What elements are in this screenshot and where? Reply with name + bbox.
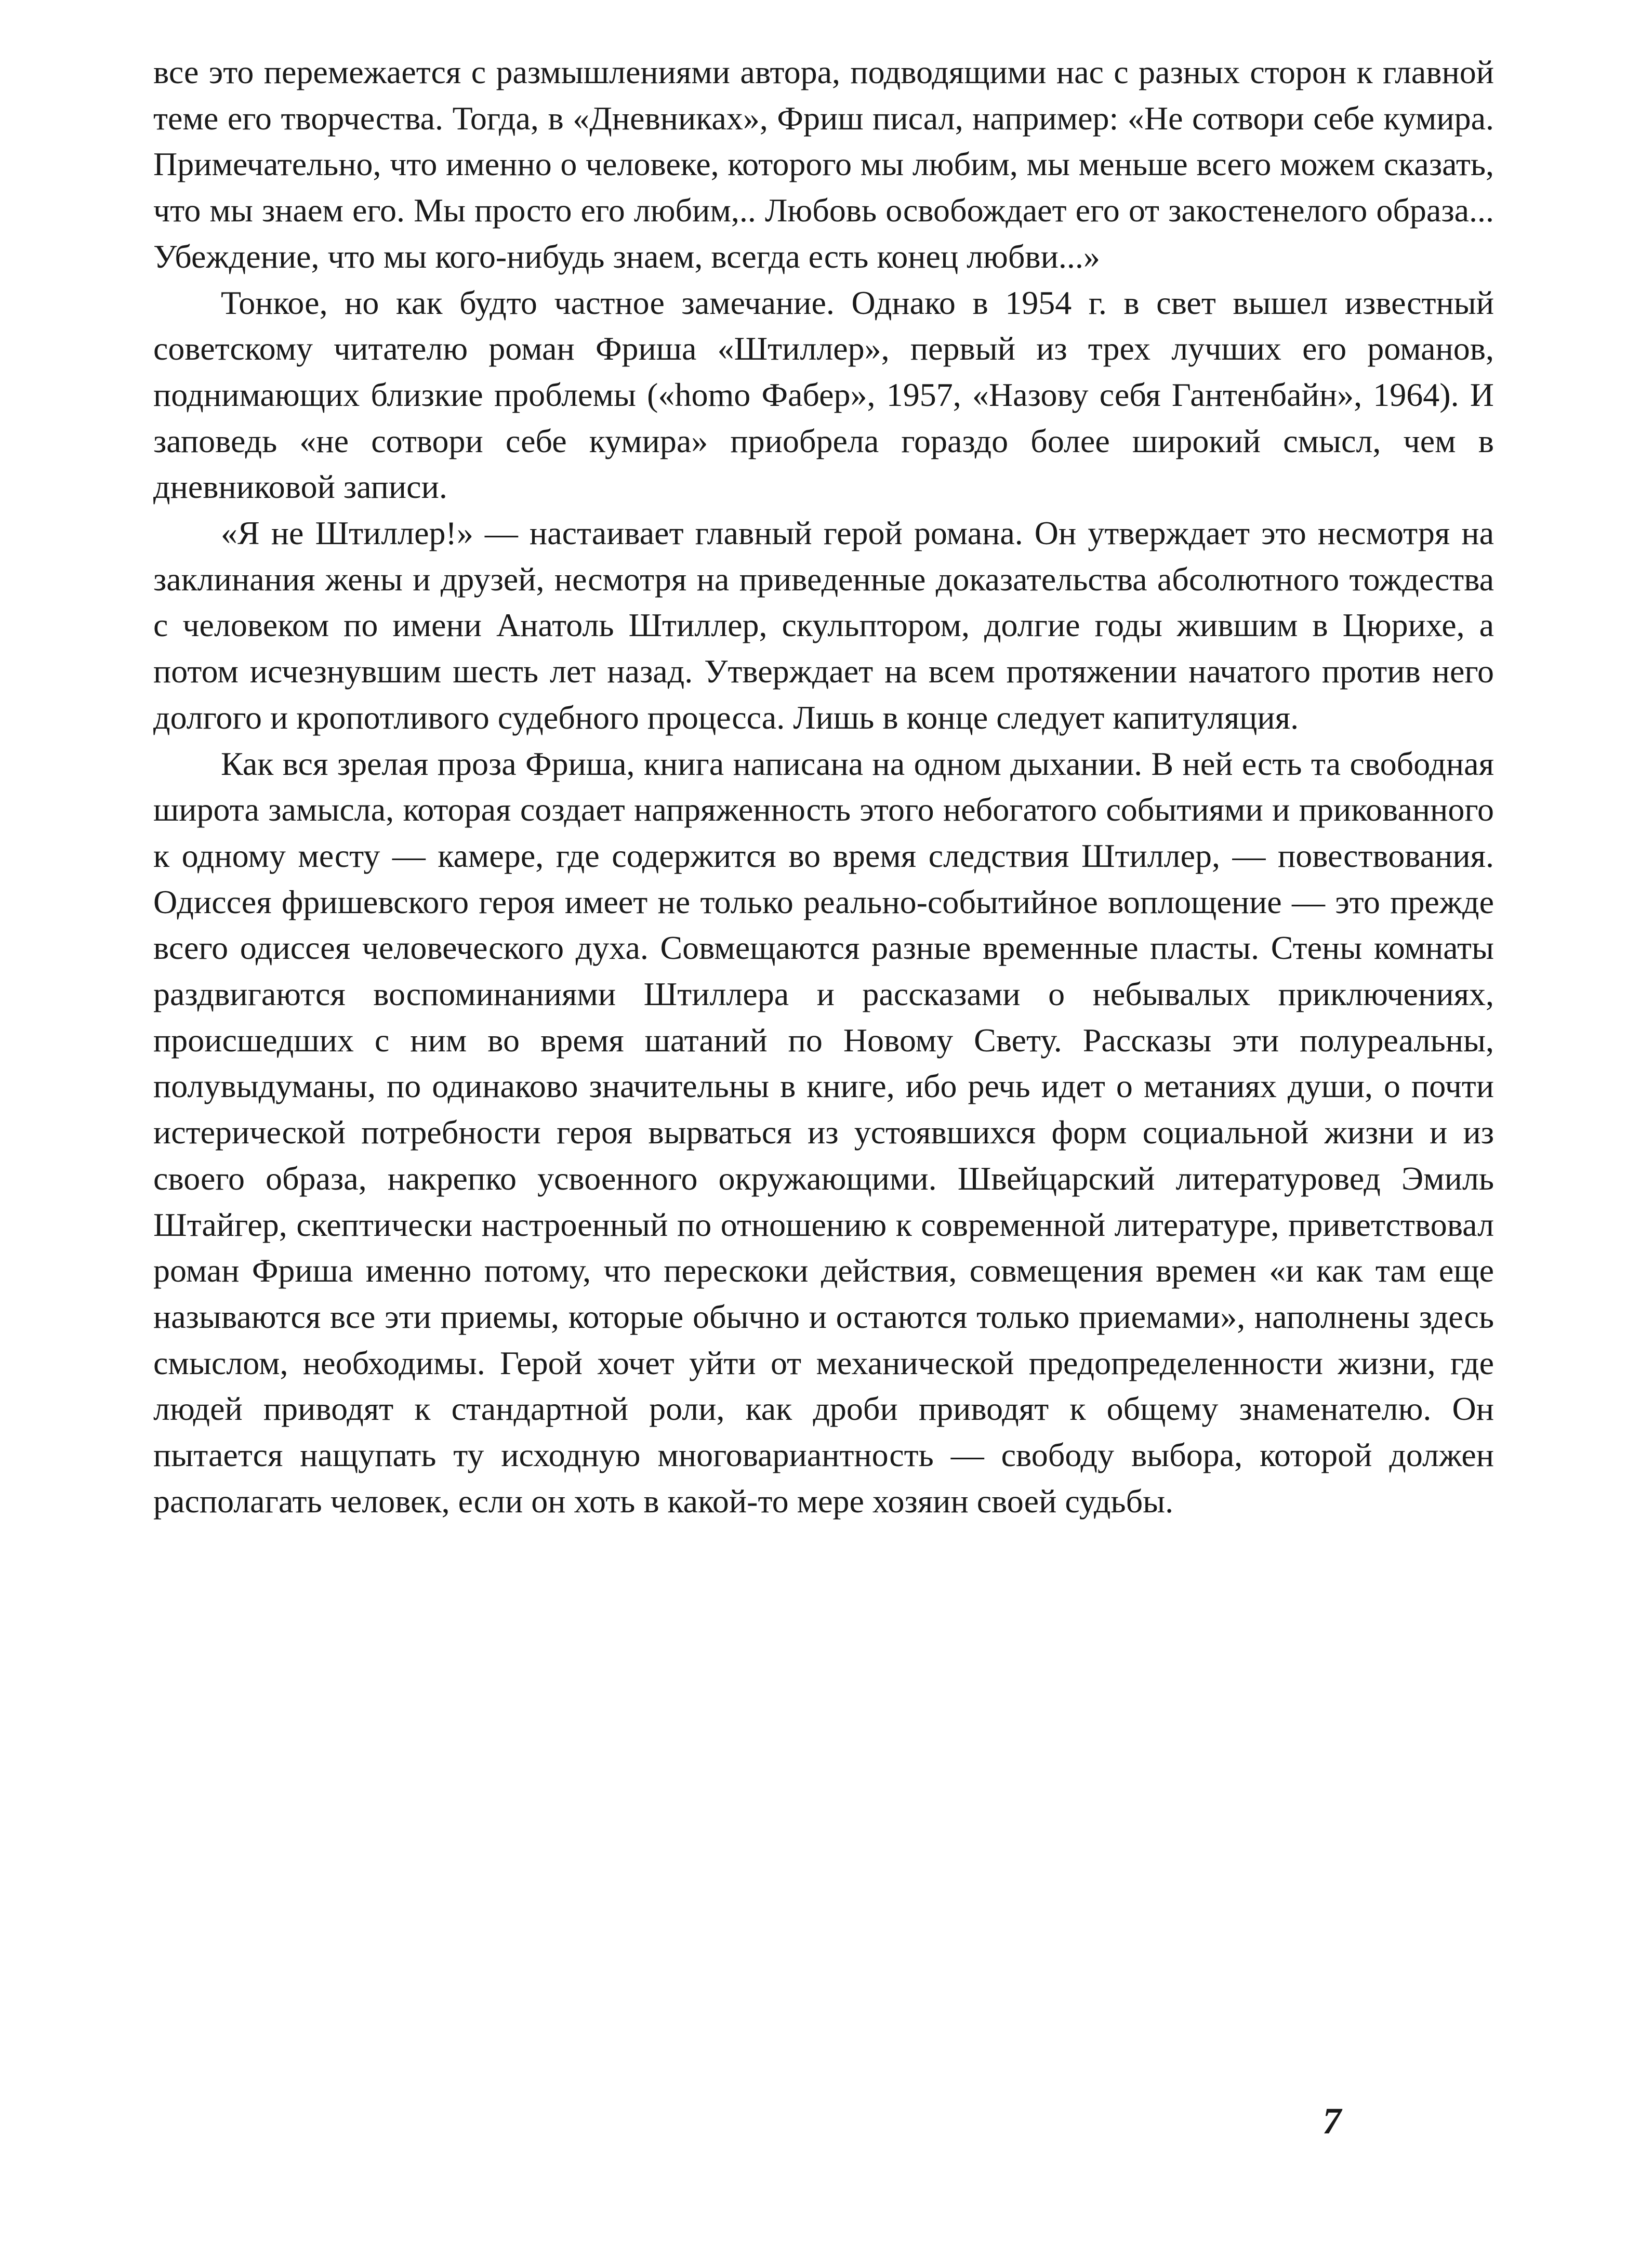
paragraph-2: Тонкое, но как будто частное замечание. Однако в 1954 г. в свет вышел известный советскому читателю роман Фриша «Штиллер», первый из трех лучших его романов, поднимающих близкие проблемы («homo Фабер», 1957, «Назову себя Гантенбайн», 1964). И заповедь «не сотвори себе кумира» приобрела гораздо более широкий смысл, чем в дневниковой записи. xyxy=(153,284,1494,506)
paragraph-3: «Я не Штиллер!» — настаивает главный герой романа. Он утверждает это несмотря на заклинания жены и друзей, несмотря на приведенные доказательства абсолютного тождества с человеком по имени Анатоль Штиллер, скульптором, долгие годы жившим в Цюрихе, а потом исчезнувшим шесть лет назад. Утверждает на всем протяжении начатого против него долгого и кропотливого судебного процесса. Лишь в конце следует капитуляция. xyxy=(153,515,1494,736)
paragraph-1: все это перемежается с размышлениями автора, подводящими нас с разных сторон к главной теме его творчества. Тогда, в «Дневниках», Фриш писал, например: «Не сотвори себе кумира. Примечательно, что именно о человеке, которого мы любим, мы меньше всего можем сказать, что мы знаем его. Мы просто его любим,.. Любовь освобождает его от закостенелого образа... Убеждение, что мы кого-нибудь знаем, всегда есть конец любви...» xyxy=(153,54,1494,275)
main-text xyxy=(153,49,1494,1525)
paragraph-4: Как вся зрелая проза Фриша, книга написана на одном дыхании. В ней есть та свободная широта замысла, которая создает напряженность этого небогатого событиями и прикованного к одному месту — камере, где содержится во время следствия Штиллер, — повествования. Одиссея фришевского героя имеет не только реально-событийное воплощение — это прежде всего одиссея человеческого духа. Совмещаются разные временные пласты. Стены комнаты раздвигаются воспоминаниями Штиллера и рассказами о небывалых приключениях, происшедших с ним во время шатаний по Новому Свету. Рассказы эти полуреальны, полувыдуманы, по одинаково значительны в книге, ибо речь идет о метаниях души, о почти истерической потребности героя вырваться из устоявшихся форм социальной жизни и из своего образа, накрепко усвоенного окружающими. Швейцарский литературовед Эмиль Штайгер, скептически настроенный по отношению к современной литературе, приветствовал роман Фриша именно потому, что перескоки действия, совмещения времен «и как там еще называются все эти приемы, которые обычно и остаются только приемами», наполнены здесь смыслом, необходимы. Герой хочет уйти от механической предопределенности жизни, где людей приводят к стандартной роли, как дроби приводят к общему знаменателю. Он пытается нащупать ту исходную многовариантность — свободу выбора, которой должен располагать человек, если он хоть в какой-то мере хозяин своей судьбы. xyxy=(153,745,1494,1520)
page-number: 7 xyxy=(1322,2100,1341,2142)
